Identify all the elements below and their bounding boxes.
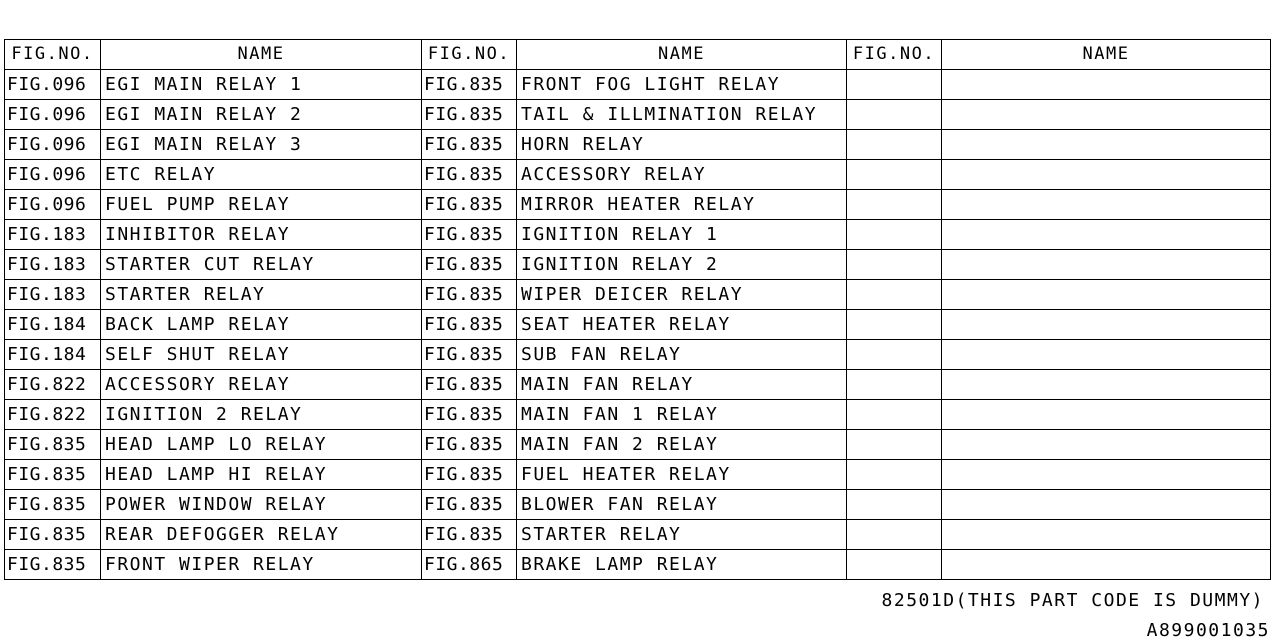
fig-no-cell bbox=[847, 460, 942, 490]
fig-no-cell bbox=[847, 310, 942, 340]
fig-no-cell: FIG.096 bbox=[5, 160, 101, 190]
relay-name-cell: STARTER RELAY bbox=[101, 280, 422, 310]
table-row bbox=[5, 100, 1271, 130]
relay-name-cell: POWER WINDOW RELAY bbox=[101, 490, 422, 520]
table-row bbox=[5, 340, 1271, 370]
relay-name-cell bbox=[942, 520, 1271, 550]
fig-no-cell: FIG.822 bbox=[5, 400, 101, 430]
relay-name-cell: EGI MAIN RELAY 1 bbox=[101, 70, 422, 100]
fig-no-cell: FIG.835 bbox=[422, 400, 517, 430]
fig-no-cell: FIG.835 bbox=[422, 130, 517, 160]
relay-name-cell bbox=[942, 340, 1271, 370]
fig-no-cell: FIG.835 bbox=[422, 430, 517, 460]
fig-no-cell: FIG.184 bbox=[5, 340, 101, 370]
fig-no-cell: FIG.835 bbox=[422, 160, 517, 190]
fig-no-cell: FIG.835 bbox=[422, 70, 517, 100]
relay-name-cell: MAIN FAN 1 RELAY bbox=[517, 400, 847, 430]
drawing-code: A899001035 bbox=[1146, 620, 1270, 641]
relay-name-cell: MAIN FAN RELAY bbox=[517, 370, 847, 400]
fig-no-cell bbox=[847, 550, 942, 580]
fig-no-cell bbox=[847, 190, 942, 220]
fig-no-cell: FIG.183 bbox=[5, 280, 101, 310]
relay-name-cell bbox=[942, 160, 1271, 190]
fig-no-cell bbox=[847, 520, 942, 550]
fig-no-cell: FIG.835 bbox=[422, 310, 517, 340]
relay-name-cell bbox=[942, 100, 1271, 130]
fig-no-cell: FIG.183 bbox=[5, 250, 101, 280]
relay-name-cell bbox=[942, 310, 1271, 340]
table-row bbox=[5, 460, 1271, 490]
fig-no-cell: FIG.096 bbox=[5, 70, 101, 100]
relay-name-cell bbox=[942, 130, 1271, 160]
table-row bbox=[5, 160, 1271, 190]
table-row bbox=[5, 70, 1271, 100]
fig-no-cell: FIG.835 bbox=[422, 520, 517, 550]
fig-no-cell: FIG.096 bbox=[5, 130, 101, 160]
table-row bbox=[5, 370, 1271, 400]
fig-no-cell: FIG.835 bbox=[422, 220, 517, 250]
fig-no-cell: FIG.865 bbox=[422, 550, 517, 580]
fig-no-cell bbox=[847, 160, 942, 190]
fig-no-cell bbox=[847, 70, 942, 100]
relay-name-cell: IGNITION RELAY 1 bbox=[517, 220, 847, 250]
fig-no-cell: FIG.096 bbox=[5, 100, 101, 130]
table-row bbox=[5, 550, 1271, 580]
relay-name-cell: HEAD LAMP LO RELAY bbox=[101, 430, 422, 460]
relay-name-cell: BLOWER FAN RELAY bbox=[517, 490, 847, 520]
relay-name-cell bbox=[942, 460, 1271, 490]
relay-name-cell: EGI MAIN RELAY 2 bbox=[101, 100, 422, 130]
fig-no-cell: FIG.835 bbox=[5, 460, 101, 490]
relay-name-cell bbox=[942, 250, 1271, 280]
table-row bbox=[5, 280, 1271, 310]
fig-no-cell bbox=[847, 250, 942, 280]
table-header-row bbox=[5, 40, 1271, 70]
relay-name-cell: ETC RELAY bbox=[101, 160, 422, 190]
fig-no-cell: FIG.096 bbox=[5, 190, 101, 220]
part-code-note: 82501D(THIS PART CODE IS DUMMY) bbox=[881, 590, 1264, 611]
relay-name-cell: STARTER RELAY bbox=[517, 520, 847, 550]
fig-no-cell: FIG.183 bbox=[5, 220, 101, 250]
relay-name-cell bbox=[942, 220, 1271, 250]
relay-name-cell: TAIL & ILLMINATION RELAY bbox=[517, 100, 847, 130]
relay-name-cell: MIRROR HEATER RELAY bbox=[517, 190, 847, 220]
fig-no-cell: FIG.835 bbox=[5, 430, 101, 460]
relay-name-cell: SUB FAN RELAY bbox=[517, 340, 847, 370]
relay-name-cell: BRAKE LAMP RELAY bbox=[517, 550, 847, 580]
table-row bbox=[5, 130, 1271, 160]
relay-name-cell: WIPER DEICER RELAY bbox=[517, 280, 847, 310]
table-row bbox=[5, 250, 1271, 280]
relay-name-cell: SEAT HEATER RELAY bbox=[517, 310, 847, 340]
relay-name-cell: HEAD LAMP HI RELAY bbox=[101, 460, 422, 490]
relay-name-cell: FUEL PUMP RELAY bbox=[101, 190, 422, 220]
fig-no-cell bbox=[847, 280, 942, 310]
fig-no-cell: FIG.835 bbox=[5, 520, 101, 550]
fig-no-cell: FIG.835 bbox=[422, 340, 517, 370]
fig-no-cell bbox=[847, 220, 942, 250]
relay-name-cell bbox=[942, 190, 1271, 220]
header-name-1: NAME bbox=[101, 40, 422, 70]
fig-no-cell: FIG.835 bbox=[422, 100, 517, 130]
header-fig-no-3: FIG.NO. bbox=[847, 40, 942, 70]
fig-no-cell: FIG.835 bbox=[422, 190, 517, 220]
relay-index-table bbox=[4, 39, 1271, 580]
relay-name-cell: IGNITION RELAY 2 bbox=[517, 250, 847, 280]
fig-no-cell: FIG.835 bbox=[422, 280, 517, 310]
relay-name-cell: FUEL HEATER RELAY bbox=[517, 460, 847, 490]
table-row bbox=[5, 220, 1271, 250]
relay-name-cell: ACCESSORY RELAY bbox=[517, 160, 847, 190]
relay-name-cell: STARTER CUT RELAY bbox=[101, 250, 422, 280]
relay-name-cell bbox=[942, 430, 1271, 460]
fig-no-cell bbox=[847, 400, 942, 430]
fig-no-cell bbox=[847, 430, 942, 460]
relay-name-cell: MAIN FAN 2 RELAY bbox=[517, 430, 847, 460]
relay-name-cell: SELF SHUT RELAY bbox=[101, 340, 422, 370]
header-fig-no-1: FIG.NO. bbox=[5, 40, 101, 70]
table-row bbox=[5, 310, 1271, 340]
table-row bbox=[5, 490, 1271, 520]
fig-no-cell: FIG.835 bbox=[5, 550, 101, 580]
fig-no-cell bbox=[847, 340, 942, 370]
table-row bbox=[5, 520, 1271, 550]
relay-name-cell: IGNITION 2 RELAY bbox=[101, 400, 422, 430]
relay-name-cell: REAR DEFOGGER RELAY bbox=[101, 520, 422, 550]
relay-name-cell: HORN RELAY bbox=[517, 130, 847, 160]
relay-name-cell bbox=[942, 400, 1271, 430]
header-fig-no-2: FIG.NO. bbox=[422, 40, 517, 70]
relay-name-cell: FRONT WIPER RELAY bbox=[101, 550, 422, 580]
relay-name-cell bbox=[942, 70, 1271, 100]
fig-no-cell: FIG.822 bbox=[5, 370, 101, 400]
relay-name-cell bbox=[942, 490, 1271, 520]
table-row bbox=[5, 400, 1271, 430]
relay-name-cell bbox=[942, 550, 1271, 580]
header-name-3: NAME bbox=[942, 40, 1271, 70]
relay-name-cell: INHIBITOR RELAY bbox=[101, 220, 422, 250]
relay-name-cell bbox=[942, 370, 1271, 400]
relay-name-cell: EGI MAIN RELAY 3 bbox=[101, 130, 422, 160]
header-name-2: NAME bbox=[517, 40, 847, 70]
fig-no-cell bbox=[847, 100, 942, 130]
fig-no-cell: FIG.835 bbox=[422, 460, 517, 490]
table-row bbox=[5, 190, 1271, 220]
relay-name-cell: ACCESSORY RELAY bbox=[101, 370, 422, 400]
fig-no-cell: FIG.184 bbox=[5, 310, 101, 340]
fig-no-cell: FIG.835 bbox=[422, 370, 517, 400]
relay-name-cell bbox=[942, 280, 1271, 310]
table-body bbox=[5, 70, 1271, 580]
relay-name-cell: FRONT FOG LIGHT RELAY bbox=[517, 70, 847, 100]
fig-no-cell bbox=[847, 370, 942, 400]
fig-no-cell: FIG.835 bbox=[422, 490, 517, 520]
fig-no-cell: FIG.835 bbox=[5, 490, 101, 520]
relay-name-cell: BACK LAMP RELAY bbox=[101, 310, 422, 340]
table-row bbox=[5, 430, 1271, 460]
fig-no-cell bbox=[847, 130, 942, 160]
fig-no-cell: FIG.835 bbox=[422, 250, 517, 280]
fig-no-cell bbox=[847, 490, 942, 520]
